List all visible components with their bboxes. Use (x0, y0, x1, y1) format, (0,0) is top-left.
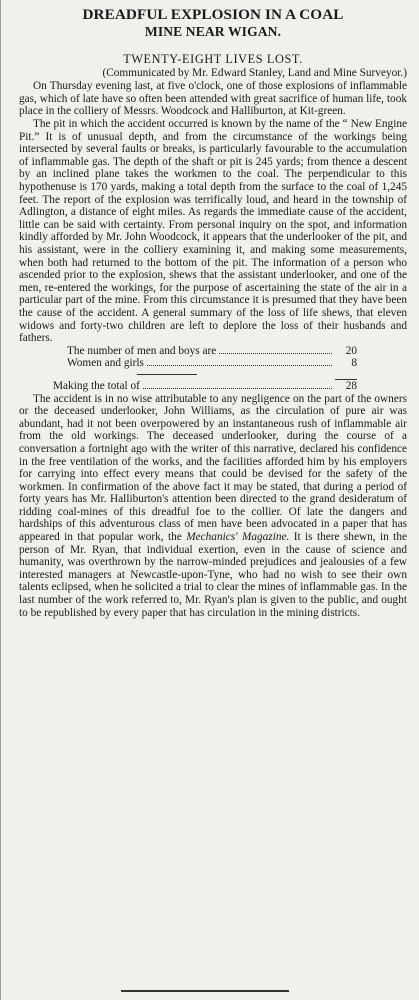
end-rule (121, 990, 289, 992)
casualty-tally (53, 344, 357, 393)
tally-value-total: 28 (335, 379, 357, 393)
paragraph-1: On Thursday evening last, at five o'clock, one of those explosions of inflammable gas, which of late have so often been attended with great sacrifice of human life, took place in the colliery of Messrs. Woodcock and Halliburton, at Kit-green. (19, 80, 407, 118)
magazine-title: Mechanics' Magazine. (186, 531, 290, 544)
byline: (Communicated by Mr. Edward Stanley, Land and Mine Surveyor.) (102, 67, 407, 79)
headline: DREADFUL EXPLOSION IN A COAL (82, 6, 344, 23)
paragraph-3-part-1: The accident is in no wise attributable to any negligence on the part of the owners or the deceased underlooker, John Williams, as the circulation of pure air was abundant, had it not been overpowered by an instantaneous rush of inflammable air from the old workings. The deceased underlooker, during the course of a conversation a fortnight ago with the writer of this narrative, declared his confidence in the free ventilation of the works, and the facilities afforded him by his employers for carrying into effect every means that could be devised for the safety of the workmen. In confirmation of the above fact it may be stated, that during a period of forty years has Mr. Halliburton's attention been directed to the grand desideratum of ridding coal-mines of this dreadful foe to the collier. Of late the dangers and hardships of this adventurous class of men have been advocated in a paper that has appeared in that popular work, the (19, 392, 407, 544)
tally-value-men: 20 (345, 344, 357, 357)
subheadline: TWENTY-EIGHT LIVES LOST. (123, 52, 303, 66)
headline-continued: MINE NEAR WIGAN. (144, 24, 282, 39)
tally-label-women: Women and girls (67, 357, 144, 370)
leader-dots (147, 365, 332, 366)
tally-label-total: Making the total of (53, 379, 140, 392)
leader-dots (219, 353, 332, 354)
paragraph-3 (19, 393, 407, 620)
leader-dots (143, 388, 332, 389)
paragraph-3-part-2: It is there shewn, in the person of Mr. Ryan, that individual exertion, even in the cause of science and humanity, was overthrown by the narrow-minded prejudices and jealousies of a few interested managers at Newcastle-upon-Tyne, who had no wish to see their own talents eclipsed, when he solicited a trial to clear the mines of inflammable gas. In the last number of the work referred to, Mr. Ryan's plan is given to the public, and ought to be republished by every paper that has circulation in the mining districts. (19, 531, 407, 619)
tally-value-women: 8 (351, 357, 357, 370)
tally-row-men (67, 345, 357, 358)
tally-row-total (53, 379, 357, 393)
paragraph-2: The pit in which the accident occurred is known by the name of the “ New Engine Pit.” It is of unusual depth, and from the circumstance of the workings being intersected by several faults or breaks, is particularly favourable to the accumulation of inflammable gas. The depth of the shaft or pit is 245 yards; from thence a descent by an inclined plane takes the workmen to the coal. The perpendicular to this hypothenuse is 170 yards, making a total depth from the surface to the coal of 1,245 feet. The report of the explosion was terrifically loud, and heard in the township of Adlington, a distance of eight miles. As regards the immediate cause of the accident, little can be said with certainty. From personal inquiry on the spot, and information kindly afforded by Mr. John Woodcock, it appears that the underlooker of the pit, and his assistant, were in the colliery examining it, and making some measurements, when both had returned to the bottom of the pit. The information of a person who ascended prior to the explosion, shews that the assistant underlooker, and one of the men, re-entered the workings, for the purpose of ascertaining the state of the air in a particular part of the mine. From this circumstance it is presumed that they have been the cause of the accident. A general summary of the loss of life shews, that eleven widows and forty-two children are left to deplore the loss of their husbands and fathers. (19, 118, 407, 345)
tally-divider (137, 374, 197, 375)
tally-label-men: The number of men and boys are (67, 344, 217, 357)
tally-row-women (67, 357, 357, 370)
